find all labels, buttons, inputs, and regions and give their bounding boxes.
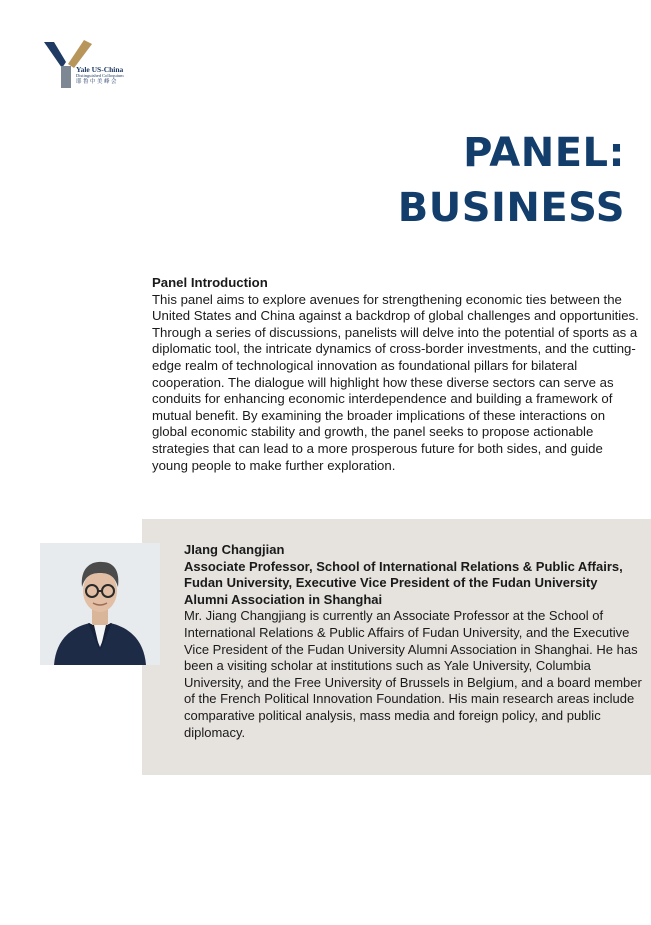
speaker-portrait-image xyxy=(40,543,160,665)
speaker-name: JIang Changjian xyxy=(184,542,285,557)
speaker-bio: Mr. Jiang Changjiang is currently an Associate Professor at the School of International Relations & Public Affairs of Fudan University, and the Executive Vice President of the Fudan University Alumni Association in Shanghai. He has been a visiting scholar at institutions such as Yale University, Columbia University, and the Free University of Brussels in Belgium, and a board member of the French Political Innovation Foundation. His main research areas include comparative political analysis, mass media and foreign policy, and public diplomacy. xyxy=(184,608,642,740)
page-title xyxy=(398,126,625,236)
intro-body: This panel aims to explore avenues for strengthening economic ties between the United States and China against a backdrop of global challenges and opportunities. Through a series of discussions, panelists will delve into the potential of sports as a diplomatic tool, the intricate dynamics of cross-border investments, and the cutting-edge realm of technological innovation as foundational pillars for bilateral cooperation. The dialogue will highlight how these diverse sectors can serve as conduits for enhancing economic interdependence and building a framework of mutual benefit. By examining the broader implications of these interactions on global economic stability and growth, the panel seeks to propose actionable strategies that can lead to a more prosperous future for both sides, and guide young people to make further exploration. xyxy=(152,291,639,473)
speaker-photo xyxy=(40,543,160,665)
logo-line-3: 耶鲁中美峰会 xyxy=(76,78,119,85)
page-title-line-1: PANEL: xyxy=(463,130,625,176)
intro-heading: Panel Introduction xyxy=(152,275,268,290)
colloquium-logo xyxy=(44,38,144,94)
speaker-title: Associate Professor, School of International Relations & Public Affairs, Fudan University, Executive Vice President of the Fudan University Alumni Association in Shanghai xyxy=(184,558,623,607)
panel-introduction xyxy=(152,275,640,474)
logo-wordmark xyxy=(76,66,124,85)
speaker-details xyxy=(184,542,642,741)
logo-line-2: Distinguished Colloquium xyxy=(76,72,124,78)
logo-line-1: Yale US-China xyxy=(76,65,124,74)
page-title-line-2: BUSINESS xyxy=(397,185,625,231)
